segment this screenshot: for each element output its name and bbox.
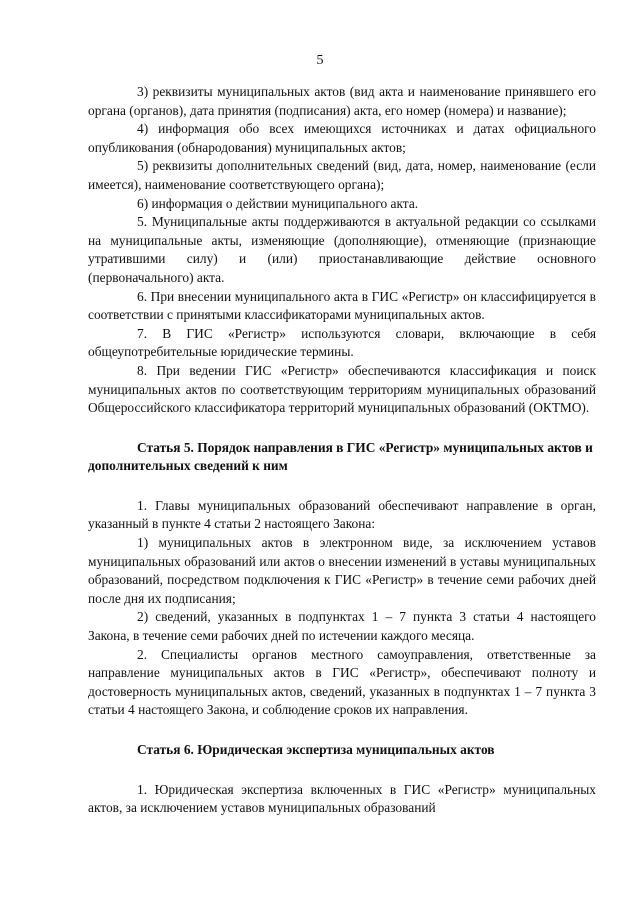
- list-item-act-status: 6) информация о действии муниципального акта.: [137, 195, 419, 211]
- article-5-paragraph-2: 2. Специалисты органов местного самоуправления, ответственные за направление муниципальных актов в ГИС «Регистр», обеспечивают полноту и достоверность муниципальных актов, сведений, указанных в подпунктах 1 – 7 пункта 3 статьи 4 настоящего Закона, и соблюдение сроков их направления.: [88, 646, 596, 718]
- article-5-subitem-1: 1) муниципальных актов в электронном виде, за исключением уставов муниципальных образований или актов о внесении изменений в уставы муниципальных образований, посредством подключения к ГИС «Регистр» в течение семи рабочих дней после дня их подписания;: [88, 535, 596, 606]
- article-6-paragraph-1: 1. Юридическая экспертиза включенных в ГИС «Регистр» муниципальных актов, за исключением уставов муниципальных образований: [88, 781, 596, 816]
- list-item-additional-info: 5) реквизиты дополнительных сведений (вид, дата, номер, наименование (если имеется), наименование соответствующего органа);: [88, 158, 596, 192]
- paragraph-item-8: 8. При ведении ГИС «Регистр» обеспечиваются классификация и поиск муниципальных актов по соответствующим территориям муниципальных образований Общероссийского классификатора территорий муниципальных образований (ОКТМО).: [88, 362, 596, 416]
- article-5-subitem-2: 2) сведений, указанных в подпунктах 1 – 7 пункта 3 статьи 4 настоящего Закона, в течение семи рабочих дней по истечении каждого месяца.: [88, 609, 596, 644]
- list-item-publication-info: 4) информация обо всех имеющихся источниках и датах официального опубликования (обнародования) муниципальных актов;: [88, 121, 596, 155]
- paragraph-item-7: 7. В ГИС «Регистр» используются словари, включающие в себя общеупотребительные юридические термины.: [88, 325, 596, 360]
- document-body: [88, 83, 596, 818]
- article-6-heading: Статья 6. Юридическая экспертиза муниципальных актов: [137, 742, 495, 757]
- page-number: 5: [316, 53, 324, 68]
- article-5-heading: Статья 5. Порядок направления в ГИС «Регистр» муниципальных актов и дополнительных сведений к ним: [88, 439, 593, 474]
- list-item-requisites: 3) реквизиты муниципальных актов (вид акта и наименование принявшего его органа (органов), дата принятия (подписания) акта, его номер (номера) и название);: [88, 84, 596, 118]
- article-5-paragraph-1: 1. Главы муниципальных образований обеспечивают направление в орган, указанный в пункте 4 статьи 2 настоящего Закона:: [88, 497, 596, 532]
- paragraph-item-6: 6. При внесении муниципального акта в ГИС «Регистр» он классифицируется в соответствии с принятыми классификаторами муниципальных актов.: [88, 288, 596, 323]
- paragraph-item-5: 5. Муниципальные акты поддерживаются в актуальной редакции со ссылками на муниципальные акты, изменяющие (дополняющие), отменяющие (признающие утратившими силу) и (или) приостанавливающие действие основного (первоначального) акта.: [88, 214, 596, 285]
